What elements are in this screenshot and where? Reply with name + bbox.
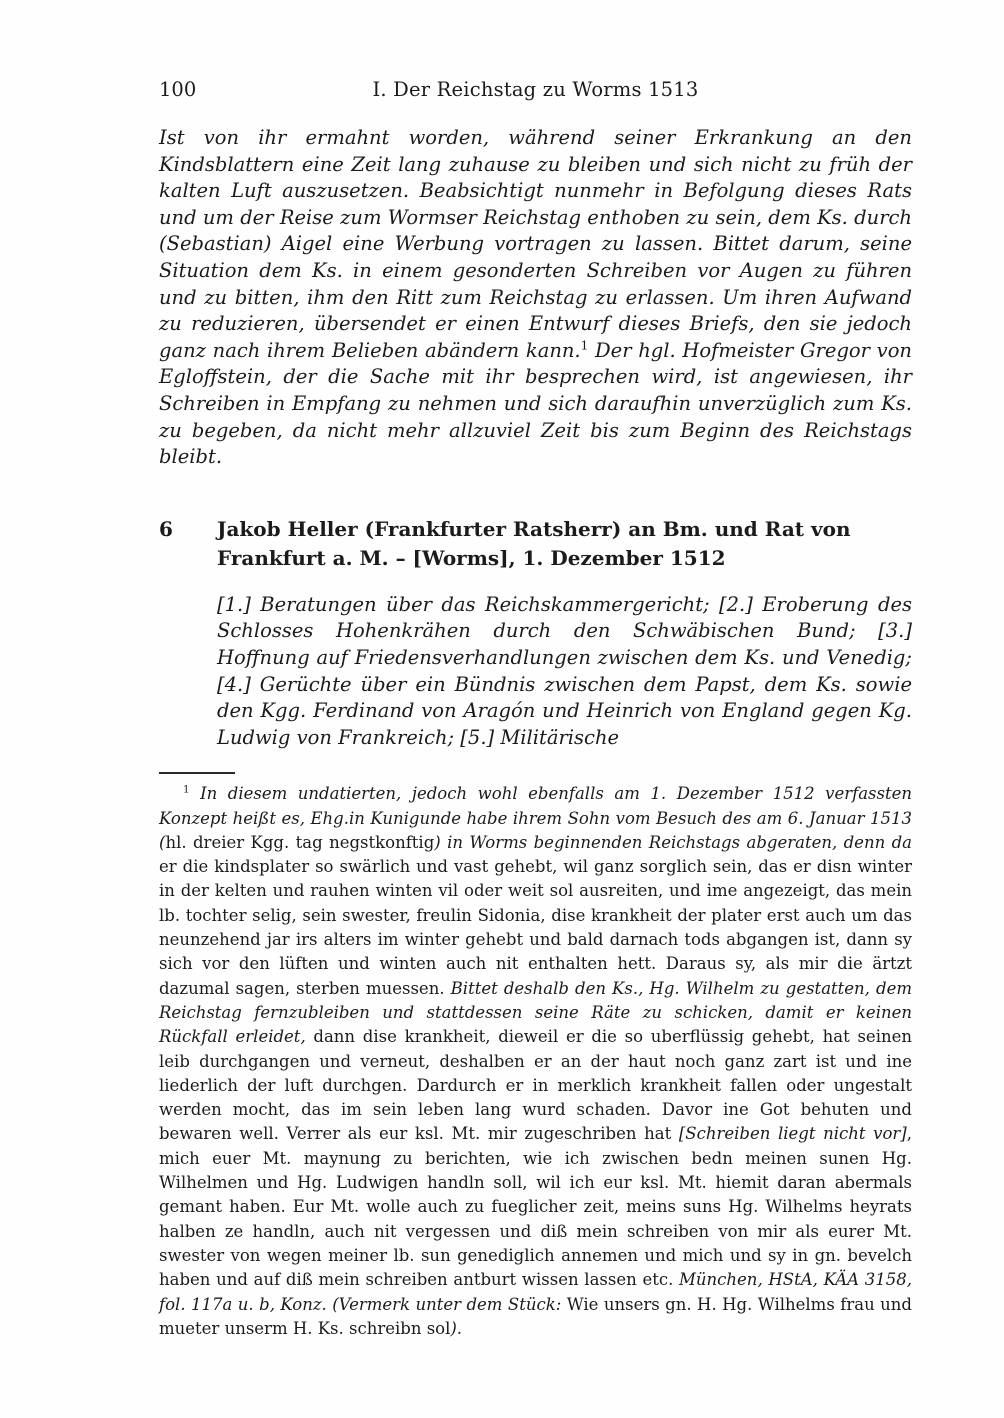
entry-heading [159,515,912,573]
footnote-1: $^1$ In diesem undatierten, jedoch wohl ebenfalls am 1. Dezember 1512 verfassten Konzept heißt es, Ehg.in Kunigunde habe ihrem Sohn vom Besuch des am 6. Januar 1513 (hl. dreier Kgg. tag negstkonftig) in Worms beginnenden Reichstags abgeraten, denn da er die kindsplater so swärlich und vast gehebt, wil ganz sorglich sein, das er disn winter in der kelten und rauhen winten vil oder weit sol ausreiten, und ime angezeigt, das mein lb. tochter selig, sein swester, freulin Sidonia, dise krankheit der plater erst auch um das neunzehend jar irs alters im winter gehebt und bald darnach tods abgangen ist, dann sy sich vor den lüften und winten auch nit enthalten hett. Daraus sy, als mir die ärtzt dazumal sagen, sterben muessen. Bittet deshalb den Ks., Hg. Wilhelm zu gestatten, dem Reichstag fernzubleiben und stattdessen seine Räte zu schicken, damit er keinen Rückfall erleidet, dann dise krankheit, dieweil er die so uberflüssig gehebt, hat seinen leib durchgangen und verneut, deshalben er an der haut noch ganz zart ist und ine liederlich der luft durchgen. Dardurch er in merklich krankheit fallen oder ungestalt werden mocht, das im sein leben lang wurd schaden. Davor ine Got behuten und bewaren well. Verrer als eur ksl. Mt. mir zugeschriben hat [Schreiben liegt nicht vor], mich euer Mt. maynung zu berichten, wie ich zwischen bedn meinen sunen Hg. Wilhelmen und Hg. Ludwigen handln soll, wil ich eur ksl. Mt. hiemit daran abermals gemant haben. Eur Mt. wolle auch zu fueglicher zeit, meins suns Hg. Wilhelms heyrats halben ze handln, auch nit vergessen und diß mein schreiben von mir als eurer Mt. swester von wegen meiner lb. sun genediglich annemen und mich und sy in gn. bevelch haben und auf diß mein schreiben antburt wissen lassen etc. München, HStA, KÄA 3158, fol. 117a u. b, Konz. (Vermerk unter dem Stück: Wie unsers gn. H. Hg. Wilhelms frau und mueter unserm H. Ks. schreibn sol). [159,784,913,1338]
running-header [159,78,912,104]
entry-summary: [1.] Beratungen über das Reichskammergericht; [2.] Eroberung des Schlosses Hohenkrähen durch den Schwäbischen Bund; [3.] Hoffnung auf Friedensverhandlungen zwischen dem Ks. und Venedig; [4.] Gerüchte über ein Bündnis zwischen dem Papst, dem Ks. sowie den Kgg. Ferdinand von Aragón und Heinrich von England gegen Kg. Ludwig von Frankreich; [5.] Militärische [217,592,912,749]
entry-number: 6 [159,516,173,541]
text-column [159,78,912,1341]
page-number: 100 [159,78,197,101]
entry-title: Jakob Heller (Frankfurter Ratsherr) an Bm. und Rat von Frankfurt a. M. – [Worms], 1. Dezember 1512 [217,516,851,570]
footnote-separator-rule [159,772,235,774]
running-header-title: I. Der Reichstag zu Worms 1513 [372,78,699,101]
regest-paragraph: Ist von ihr ermahnt worden, während seiner Erkrankung an den Kindsblattern eine Zeit lang zuhause zu bleiben und sich nicht zu früh der kalten Luft auszusetzen. Beabsichtigt nunmehr in Befolgung dieses Rats und um der Reise zum Wormser Reichstag enthoben zu sein, dem Ks. durch (Sebastian) Aigel eine Werbung vortragen zu lassen. Bittet darum, seine Situation dem Ks. in einem gesonderten Schreiben vor Augen zu führen und zu bitten, ihm den Ritt zum Reichstag zu erlassen. Um ihren Aufwand zu reduzieren, übersendet er einen Entwurf dieses Briefs, den sie jedoch ganz nach ihrem Belieben abändern kann.$^1$ Der hgl. Hofmeister Gregor von Egloffstein, der die Sache mit ihr besprechen wird, ist angewiesen, ihr Schreiben in Empfang zu nehmen und sich daraufhin unverzüglich zum Ks. zu begeben, da nicht mehr allzuviel Zeit bis zum Beginn des Reichstags bleibt. [159,126,912,469]
